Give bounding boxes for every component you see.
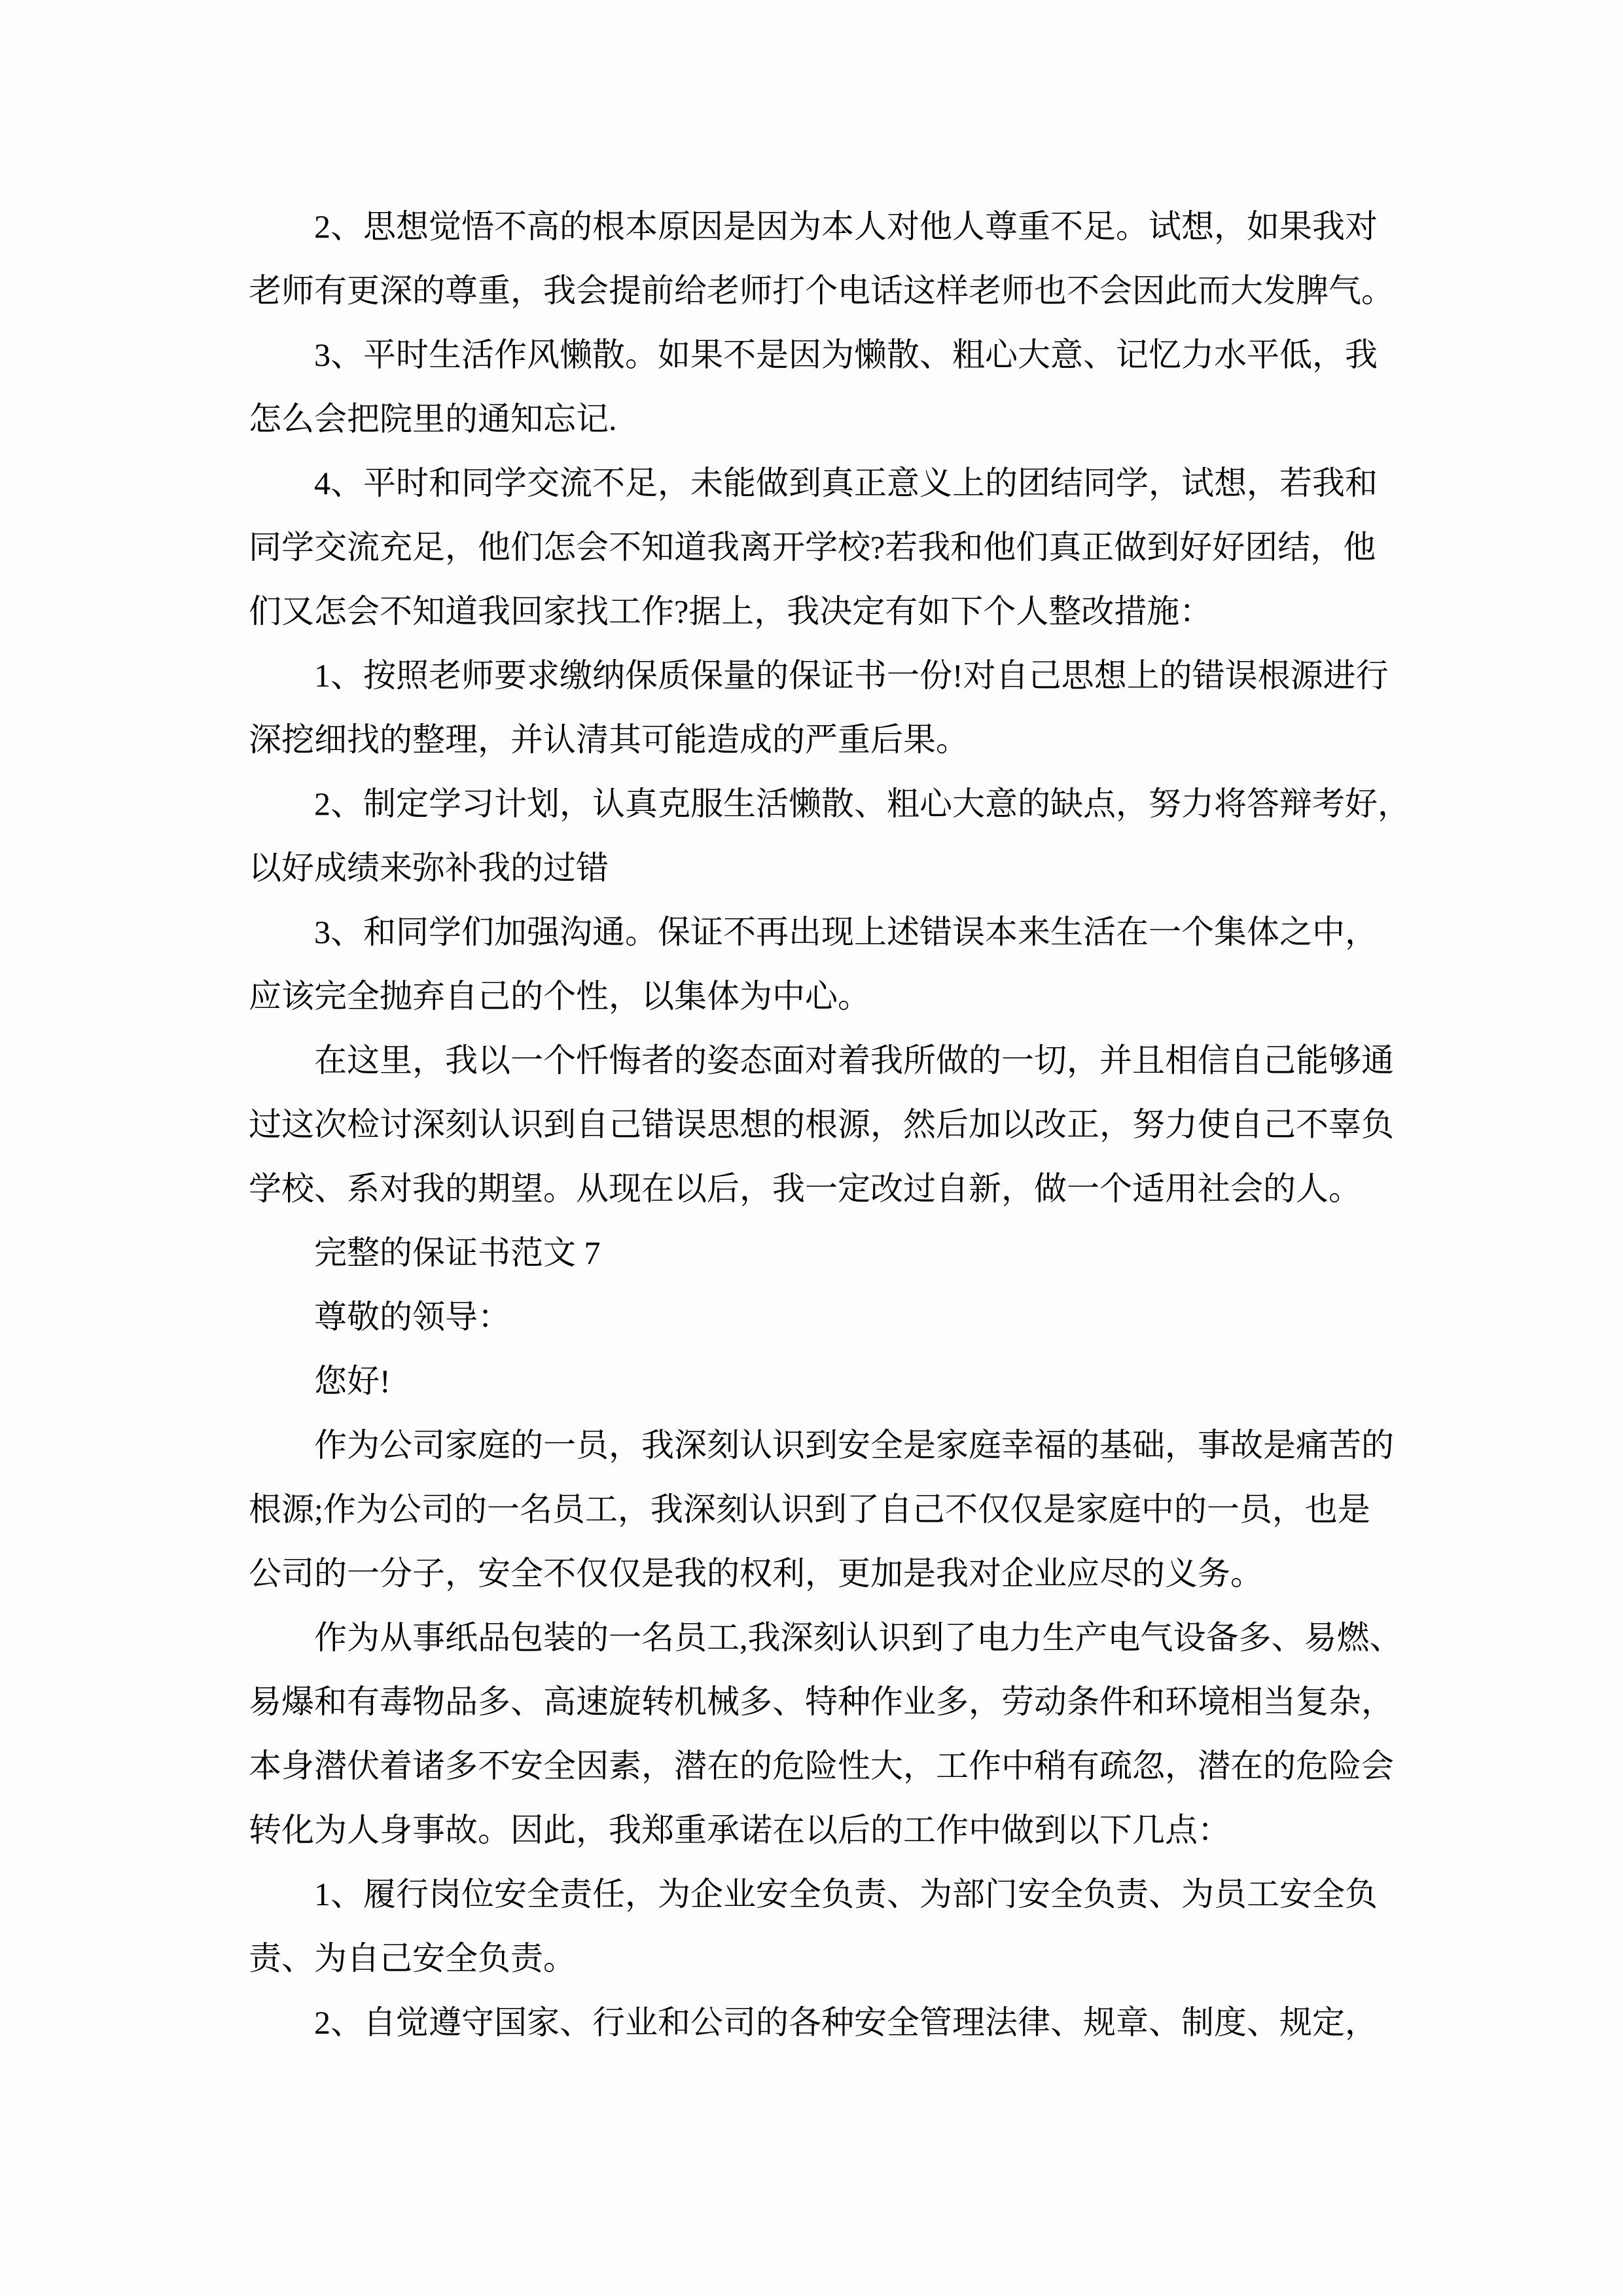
- paragraph: [249, 1990, 1427, 2054]
- text-line: 2、思想觉悟不高的根本原因是因为本人对他人尊重不足。试想，如果我对: [314, 208, 1378, 245]
- text-line: 1、履行岗位安全责任，为企业安全负责、为部门安全负责、为员工安全负: [314, 1876, 1378, 1912]
- text-line: 责、为自己安全负责。: [249, 1940, 576, 1977]
- text-line: 根源;作为公司的一名员工，我深刻认识到了自己不仅仅是家庭中的一员，也是: [249, 1491, 1370, 1528]
- text-line: 1、按照老师要求缴纳保质保量的保证书一份!对自己思想上的错误根源进行: [314, 657, 1389, 694]
- text-line: 尊敬的领导：: [314, 1299, 510, 1335]
- paragraph: [249, 323, 1427, 451]
- text-line: 应该完全抛弃自己的个性，以集体为中心。: [249, 978, 870, 1014]
- paragraph: [249, 772, 1427, 900]
- text-line: 2、制定学习计划，认真克服生活懒散、粗心大意的缺点，努力将答辩考好，: [314, 785, 1410, 822]
- paragraph: [249, 1349, 1427, 1413]
- text-block: [249, 194, 1427, 2054]
- paragraph: [249, 900, 1427, 1028]
- text-line: 怎么会把院里的通知忘记.: [249, 401, 617, 437]
- text-line: 4、平时和同学交流不足，未能做到真正意义上的团结同学，试想，若我和: [314, 465, 1378, 501]
- text-line: 深挖细找的整理，并认清其可能造成的严重后果。: [249, 721, 969, 758]
- paragraph: [249, 451, 1427, 643]
- paragraph: [249, 1605, 1427, 1862]
- text-line: 易爆和有毒物品多、高速旋转机械多、特种作业多，劳动条件和环境相当复杂，: [249, 1683, 1394, 1720]
- text-line: 2、自觉遵守国家、行业和公司的各种安全管理法律、规章、制度、规定，: [314, 2004, 1378, 2041]
- text-line: 过这次检讨深刻认识到自己错误思想的根源，然后加以改正，努力使自己不辜负: [249, 1106, 1394, 1143]
- paragraph: [249, 643, 1427, 772]
- text-line: 在这里，我以一个忏悔者的姿态面对着我所做的一切，并且相信自己能够通: [314, 1042, 1394, 1079]
- text-line: 公司的一分子，安全不仅仅是我的权利，更加是我对企业应尽的义务。: [249, 1555, 1263, 1592]
- text-line: 您好!: [314, 1363, 391, 1399]
- text-line: 3、和同学们加强沟通。保证不再出现上述错误本来生活在一个集体之中，: [314, 914, 1378, 950]
- paragraph: [249, 1028, 1427, 1221]
- text-line: 们又怎会不知道我回家找工作?据上，我决定有如下个人整改措施：: [249, 593, 1213, 630]
- text-line: 转化为人身事故。因此，我郑重承诺在以后的工作中做到以下几点：: [249, 1812, 1230, 1848]
- text-line: 作为公司家庭的一员，我深刻认识到安全是家庭幸福的基础，事故是痛苦的: [314, 1427, 1394, 1463]
- text-line: 完整的保证书范文 7: [314, 1234, 601, 1271]
- paragraph: [249, 1221, 1427, 1285]
- paragraph: [249, 1285, 1427, 1349]
- text-line: 本身潜伏着诸多不安全因素，潜在的危险性大，工作中稍有疏忽，潜在的危险会: [249, 1748, 1394, 1784]
- text-line: 3、平时生活作风懒散。如果不是因为懒散、粗心大意、记忆力水平低，我: [314, 336, 1378, 373]
- text-line: 老师有更深的尊重，我会提前给老师打个电话这样老师也不会因此而大发脾气。: [249, 272, 1394, 309]
- paragraph: [249, 1862, 1427, 1990]
- text-line: 同学交流充足，他们怎会不知道我离开学校?若我和他们真正做到好好团结，他: [249, 529, 1376, 565]
- paragraph: [249, 194, 1427, 323]
- text-line: 学校、系对我的期望。从现在以后，我一定改过自新，做一个适用社会的人。: [249, 1170, 1361, 1207]
- text-line: 以好成绩来弥补我的过错: [249, 850, 609, 886]
- paragraph: [249, 1413, 1427, 1605]
- text-line: 作为从事纸品包装的一名员工,我深刻认识到了电力生产电气设备多、易燃、: [314, 1619, 1402, 1656]
